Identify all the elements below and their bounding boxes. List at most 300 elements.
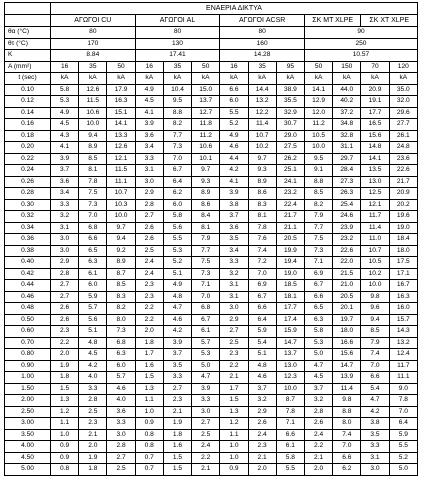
section-cell: 50 — [192, 61, 220, 73]
time-label: t (sec) — [5, 73, 51, 85]
current-cell: 15.6 — [333, 349, 361, 361]
current-cell: 1.1 — [51, 418, 79, 430]
current-cell: 8.1 — [79, 165, 107, 177]
current-cell: 8.6 — [248, 188, 276, 200]
current-cell: 2.3 — [51, 326, 79, 338]
current-cell: 19.6 — [389, 211, 417, 223]
current-cell: 4.1 — [51, 142, 79, 154]
current-cell: 3.9 — [163, 337, 191, 349]
time-cell: 0.40 — [5, 257, 51, 269]
unit-cell: kA — [51, 73, 79, 85]
current-cell: 7.9 — [192, 234, 220, 246]
current-cell: 3.0 — [51, 245, 79, 257]
current-cell: 2.3 — [79, 418, 107, 430]
current-cell: 38.9 — [276, 84, 304, 96]
current-cell: 4.9 — [51, 107, 79, 119]
k-acsr: 14.28 — [220, 50, 305, 62]
current-cell: 5.5 — [220, 107, 248, 119]
table-row — [5, 234, 418, 246]
current-cell: 16.3 — [107, 96, 135, 108]
current-cell: 11.4 — [333, 383, 361, 395]
current-cell: 3.1 — [220, 291, 248, 303]
current-cell: 3.8 — [220, 199, 248, 211]
current-cell: 19.1 — [361, 96, 389, 108]
current-cell: 6.3 — [304, 314, 332, 326]
current-cell: 3.3 — [220, 257, 248, 269]
current-cell: 12.1 — [107, 153, 135, 165]
current-cell: 1.8 — [135, 337, 163, 349]
current-cell: 5.8 — [276, 452, 304, 464]
time-cell: 0.48 — [5, 303, 51, 315]
current-cell: 16.0 — [389, 303, 417, 315]
time-cell: 0.24 — [5, 165, 51, 177]
current-cell: 5.9 — [248, 326, 276, 338]
k-xlpe: 10.57 — [304, 50, 417, 62]
current-cell: 3.6 — [220, 222, 248, 234]
current-cell: 4.8 — [248, 360, 276, 372]
current-cell: 16.6 — [333, 337, 361, 349]
current-cell: 1.9 — [163, 418, 191, 430]
section-label: A (mm²) — [5, 61, 51, 73]
current-cell: 7.3 — [79, 199, 107, 211]
current-cell: 12.2 — [248, 107, 276, 119]
time-cell: 0.22 — [5, 153, 51, 165]
current-cell: 29.6 — [389, 107, 417, 119]
current-cell: 18.4 — [389, 234, 417, 246]
section-cell: 95 — [276, 61, 304, 73]
current-cell: 13.0 — [361, 176, 389, 188]
current-cell: 2.0 — [51, 349, 79, 361]
current-cell: 11.5 — [79, 96, 107, 108]
current-cell: 2.8 — [107, 441, 135, 453]
current-cell: 4.2 — [79, 360, 107, 372]
current-cell: 5.3 — [304, 337, 332, 349]
current-cell: 28.4 — [333, 165, 361, 177]
current-cell: 0.8 — [51, 464, 79, 476]
current-cell: 12.6 — [107, 142, 135, 154]
current-cell: 15.7 — [389, 314, 417, 326]
current-cell: 5.9 — [389, 429, 417, 441]
current-cell: 5.3 — [51, 96, 79, 108]
current-cell: 2.1 — [79, 429, 107, 441]
time-cell: 0.60 — [5, 326, 51, 338]
current-cell: 6.2 — [333, 464, 361, 476]
theta-t-acsr: 160 — [220, 38, 305, 50]
current-cell: 11.4 — [248, 119, 276, 131]
current-cell: 18.0 — [389, 245, 417, 257]
current-cell: 6.8 — [79, 222, 107, 234]
current-cell: 5.1 — [163, 268, 191, 280]
current-cell: 2.8 — [304, 406, 332, 418]
current-cell: 37.2 — [333, 107, 361, 119]
current-cell: 5.2 — [389, 452, 417, 464]
current-cell: 1.9 — [79, 452, 107, 464]
table-row — [5, 96, 418, 108]
current-cell: 7.9 — [361, 337, 389, 349]
table-row — [5, 280, 418, 292]
time-cell: 0.44 — [5, 280, 51, 292]
group-corner-cell — [5, 15, 51, 27]
theta-t-label: θτ (°C) — [5, 38, 51, 50]
current-cell: 13.5 — [361, 165, 389, 177]
current-cell: 2.0 — [79, 441, 107, 453]
current-cell: 0.8 — [135, 441, 163, 453]
current-cell: 8.5 — [79, 153, 107, 165]
time-cell: 5.00 — [5, 464, 51, 476]
current-cell: 8.5 — [107, 280, 135, 292]
current-cell: 14.8 — [361, 142, 389, 154]
section-cell: 35 — [163, 61, 191, 73]
current-cell: 8.0 — [107, 314, 135, 326]
section-cell: 120 — [389, 61, 417, 73]
table-row — [5, 441, 418, 453]
current-cell: 2.6 — [304, 418, 332, 430]
current-cell: 0.9 — [135, 418, 163, 430]
current-cell: 16.5 — [361, 119, 389, 131]
current-cell: 10.5 — [304, 130, 332, 142]
current-cell: 1.2 — [51, 406, 79, 418]
current-cell: 2.7 — [163, 383, 191, 395]
time-cell: 0.36 — [5, 234, 51, 246]
current-cell: 2.6 — [51, 314, 79, 326]
current-cell: 2.9 — [220, 314, 248, 326]
current-cell: 9.4 — [361, 314, 389, 326]
current-cell: 6.1 — [276, 441, 304, 453]
current-cell: 8.3 — [248, 199, 276, 211]
table-row — [5, 257, 418, 269]
current-cell: 3.9 — [192, 383, 220, 395]
current-cell: 2.2 — [135, 314, 163, 326]
current-cell: 6.3 — [79, 257, 107, 269]
current-cell: 35.0 — [389, 84, 417, 96]
current-cell: 7.0 — [333, 441, 361, 453]
table-row — [5, 211, 418, 223]
current-cell: 2.3 — [248, 441, 276, 453]
current-cell: 3.0 — [135, 176, 163, 188]
group-header-cu: ΑΓΩΓΟΙ CU — [51, 15, 136, 27]
table-row — [5, 222, 418, 234]
current-cell: 4.7 — [304, 360, 332, 372]
current-cell: 1.0 — [220, 441, 248, 453]
current-cell: 6.7 — [248, 291, 276, 303]
current-cell: 13.3 — [107, 130, 135, 142]
current-cell: 5.7 — [192, 337, 220, 349]
current-cell: 5.0 — [389, 464, 417, 476]
current-cell: 7.5 — [304, 234, 332, 246]
current-cell: 2.6 — [51, 303, 79, 315]
current-cell: 14.7 — [333, 360, 361, 372]
current-cell: 8.0 — [333, 418, 361, 430]
time-cell: 0.34 — [5, 222, 51, 234]
current-cell: 4.2 — [361, 406, 389, 418]
time-cell: 0.12 — [5, 96, 51, 108]
current-cell: 5.1 — [248, 349, 276, 361]
current-cell: 9.3 — [192, 176, 220, 188]
group-header-mt-xlpe: ΣΚ ΜΤ XLPE — [304, 15, 360, 27]
current-cell: 3.6 — [135, 130, 163, 142]
current-cell: 2.9 — [135, 188, 163, 200]
current-cell: 5.4 — [361, 383, 389, 395]
theta-t-cu: 170 — [51, 38, 136, 50]
section-cell: 35 — [79, 61, 107, 73]
current-cell: 4.8 — [163, 291, 191, 303]
current-cell: 2.5 — [79, 406, 107, 418]
current-cell: 2.1 — [163, 406, 191, 418]
current-cell: 3.9 — [220, 188, 248, 200]
section-cell: 50 — [107, 61, 135, 73]
current-cell: 4.7 — [192, 372, 220, 384]
table-row — [5, 452, 418, 464]
current-cell: 7.7 — [163, 130, 191, 142]
section-cell: 16 — [135, 61, 163, 73]
current-cell: 4.9 — [163, 280, 191, 292]
table-row — [5, 153, 418, 165]
current-cell: 3.6 — [51, 176, 79, 188]
current-cell: 11.7 — [361, 211, 389, 223]
current-cell: 10.2 — [361, 268, 389, 280]
current-cell: 8.9 — [79, 142, 107, 154]
current-cell: 5.2 — [163, 257, 191, 269]
current-cell: 24.8 — [389, 142, 417, 154]
current-cell: 30.7 — [276, 119, 304, 131]
current-cell: 1.5 — [163, 452, 191, 464]
current-cell: 3.3 — [51, 199, 79, 211]
current-cell: 9.3 — [248, 165, 276, 177]
current-cell: 10.5 — [361, 257, 389, 269]
current-cell: 19.0 — [276, 268, 304, 280]
current-cell: 21.0 — [333, 280, 361, 292]
time-cell: 0.38 — [5, 245, 51, 257]
current-cell: 7.3 — [304, 245, 332, 257]
current-cell: 5.7 — [79, 303, 107, 315]
current-cell: 31.1 — [333, 142, 361, 154]
current-cell: 3.4 — [135, 142, 163, 154]
current-cell: 2.6 — [135, 222, 163, 234]
table-row — [5, 314, 418, 326]
current-cell: 13.9 — [333, 372, 361, 384]
current-cell: 6.8 — [192, 303, 220, 315]
current-cell: 3.1 — [51, 222, 79, 234]
current-cell: 9.4 — [79, 130, 107, 142]
current-cell: 1.0 — [51, 429, 79, 441]
table-row — [5, 199, 418, 211]
current-cell: 6.3 — [107, 349, 135, 361]
current-cell: 9.0 — [389, 383, 417, 395]
current-cell: 3.7 — [220, 211, 248, 223]
current-cell: 4.5 — [79, 349, 107, 361]
short-circuit-current-table — [4, 2, 418, 476]
current-cell: 22.6 — [389, 165, 417, 177]
current-cell: 1.3 — [51, 395, 79, 407]
current-cell: 32.9 — [276, 107, 304, 119]
current-cell: 17.7 — [361, 107, 389, 119]
current-cell: 2.4 — [248, 429, 276, 441]
current-cell: 0.7 — [135, 452, 163, 464]
current-cell: 7.3 — [107, 326, 135, 338]
current-cell: 9.7 — [107, 222, 135, 234]
current-cell: 6.6 — [361, 372, 389, 384]
table-row — [5, 429, 418, 441]
current-cell: 3.3 — [107, 418, 135, 430]
theta-a-label: θα (°C) — [5, 27, 51, 39]
unit-cell: kA — [79, 73, 107, 85]
current-cell: 8.6 — [192, 199, 220, 211]
unit-cell: kA — [135, 73, 163, 85]
theta-a-cu: 80 — [51, 27, 136, 39]
current-cell: 14.3 — [389, 326, 417, 338]
current-cell: 16.7 — [389, 280, 417, 292]
current-cell: 11.1 — [107, 176, 135, 188]
current-cell: 3.3 — [192, 395, 220, 407]
current-cell: 1.2 — [220, 418, 248, 430]
current-cell: 9.5 — [163, 96, 191, 108]
current-cell: 18.5 — [276, 280, 304, 292]
current-cell: 12.7 — [192, 107, 220, 119]
current-cell: 7.9 — [304, 211, 332, 223]
unit-cell: kA — [192, 73, 220, 85]
table-row — [5, 303, 418, 315]
current-cell: 2.6 — [135, 234, 163, 246]
current-cell: 2.0 — [248, 464, 276, 476]
k-row — [5, 50, 418, 62]
current-cell: 4.5 — [304, 372, 332, 384]
current-cell: 4.6 — [107, 383, 135, 395]
k-cu: 8.84 — [51, 50, 136, 62]
current-cell: 0.9 — [51, 441, 79, 453]
current-cell: 10.1 — [192, 153, 220, 165]
current-cell: 32.0 — [389, 96, 417, 108]
current-cell: 17.7 — [276, 303, 304, 315]
time-cell: 4.50 — [5, 452, 51, 464]
time-cell: 0.70 — [5, 337, 51, 349]
current-cell: 10.3 — [107, 199, 135, 211]
time-cell: 0.26 — [5, 176, 51, 188]
current-cell: 10.6 — [79, 107, 107, 119]
table-row — [5, 245, 418, 257]
current-cell: 8.9 — [192, 188, 220, 200]
current-cell: 12.4 — [389, 349, 417, 361]
current-cell: 7.0 — [248, 268, 276, 280]
current-cell: 2.9 — [248, 406, 276, 418]
current-cell: 2.5 — [135, 245, 163, 257]
current-cell: 20.2 — [389, 199, 417, 211]
current-cell: 2.8 — [135, 199, 163, 211]
current-cell: 1.1 — [220, 429, 248, 441]
current-cell: 15.6 — [361, 130, 389, 142]
table-row — [5, 337, 418, 349]
current-cell: 1.6 — [163, 441, 191, 453]
current-cell: 2.7 — [192, 418, 220, 430]
time-cell: 0.42 — [5, 268, 51, 280]
current-cell: 15.0 — [192, 84, 220, 96]
current-cell: 34.8 — [333, 119, 361, 131]
k-al: 17.41 — [135, 50, 220, 62]
current-cell: 27.5 — [276, 142, 304, 154]
current-cell: 12.6 — [79, 84, 107, 96]
table-row — [5, 188, 418, 200]
current-cell: 1.3 — [135, 383, 163, 395]
current-cell: 8.8 — [163, 107, 191, 119]
current-cell: 2.6 — [248, 418, 276, 430]
table-row — [5, 349, 418, 361]
current-cell: 11.2 — [192, 130, 220, 142]
k-label: K — [5, 50, 51, 62]
current-cell: 9.6 — [361, 303, 389, 315]
current-cell: 5.8 — [163, 211, 191, 223]
current-cell: 6.9 — [304, 268, 332, 280]
current-cell: 10.7 — [107, 188, 135, 200]
current-cell: 2.2 — [192, 452, 220, 464]
time-cell: 0.14 — [5, 107, 51, 119]
table-row — [5, 360, 418, 372]
current-cell: 6.6 — [304, 291, 332, 303]
section-cell: 35 — [248, 61, 276, 73]
current-cell: 7.0 — [192, 291, 220, 303]
current-cell: 8.2 — [163, 119, 191, 131]
current-cell: 26.3 — [333, 188, 361, 200]
time-cell: 0.90 — [5, 360, 51, 372]
current-cell: 6.1 — [79, 268, 107, 280]
current-cell: 9.1 — [304, 165, 332, 177]
current-cell: 7.6 — [248, 234, 276, 246]
section-cell: 150 — [333, 61, 361, 73]
table-row — [5, 142, 418, 154]
current-cell: 2.7 — [107, 452, 135, 464]
current-cell: 6.0 — [163, 199, 191, 211]
current-cell: 4.2 — [163, 326, 191, 338]
table-row — [5, 418, 418, 430]
current-cell: 11.5 — [107, 165, 135, 177]
current-cell: 1.3 — [220, 406, 248, 418]
current-cell: 9.8 — [361, 291, 389, 303]
current-cell: 3.2 — [51, 211, 79, 223]
current-cell: 4.0 — [79, 372, 107, 384]
time-cell: 0.46 — [5, 291, 51, 303]
current-cell: 12.0 — [304, 107, 332, 119]
section-cell: 16 — [51, 61, 79, 73]
current-cell: 4.4 — [220, 153, 248, 165]
time-cell: 3.00 — [5, 418, 51, 430]
current-cell: 5.7 — [107, 372, 135, 384]
current-cell: 2.1 — [304, 452, 332, 464]
current-cell: 7.4 — [333, 429, 361, 441]
current-cell: 21.7 — [389, 176, 417, 188]
current-cell: 3.0 — [361, 464, 389, 476]
unit-cell: kA — [304, 73, 332, 85]
current-cell: 13.7 — [192, 96, 220, 108]
current-cell: 2.2 — [304, 441, 332, 453]
table-row — [5, 84, 418, 96]
current-cell: 19.4 — [276, 257, 304, 269]
time-cell: 0.18 — [5, 130, 51, 142]
current-cell: 2.1 — [192, 464, 220, 476]
current-cell: 35.5 — [276, 96, 304, 108]
current-cell: 3.7 — [163, 349, 191, 361]
current-cell: 4.6 — [220, 142, 248, 154]
current-cell: 4.1 — [220, 176, 248, 188]
theta-t-al: 130 — [135, 38, 220, 50]
time-cell: 4.00 — [5, 441, 51, 453]
current-cell: 6.6 — [79, 234, 107, 246]
current-cell: 4.3 — [51, 130, 79, 142]
current-cell: 10.7 — [248, 130, 276, 142]
time-cell: 0.16 — [5, 119, 51, 131]
current-cell: 24.6 — [333, 211, 361, 223]
current-cell: 17.4 — [276, 314, 304, 326]
table-row — [5, 107, 418, 119]
section-cell: 16 — [220, 61, 248, 73]
current-cell: 3.2 — [248, 395, 276, 407]
